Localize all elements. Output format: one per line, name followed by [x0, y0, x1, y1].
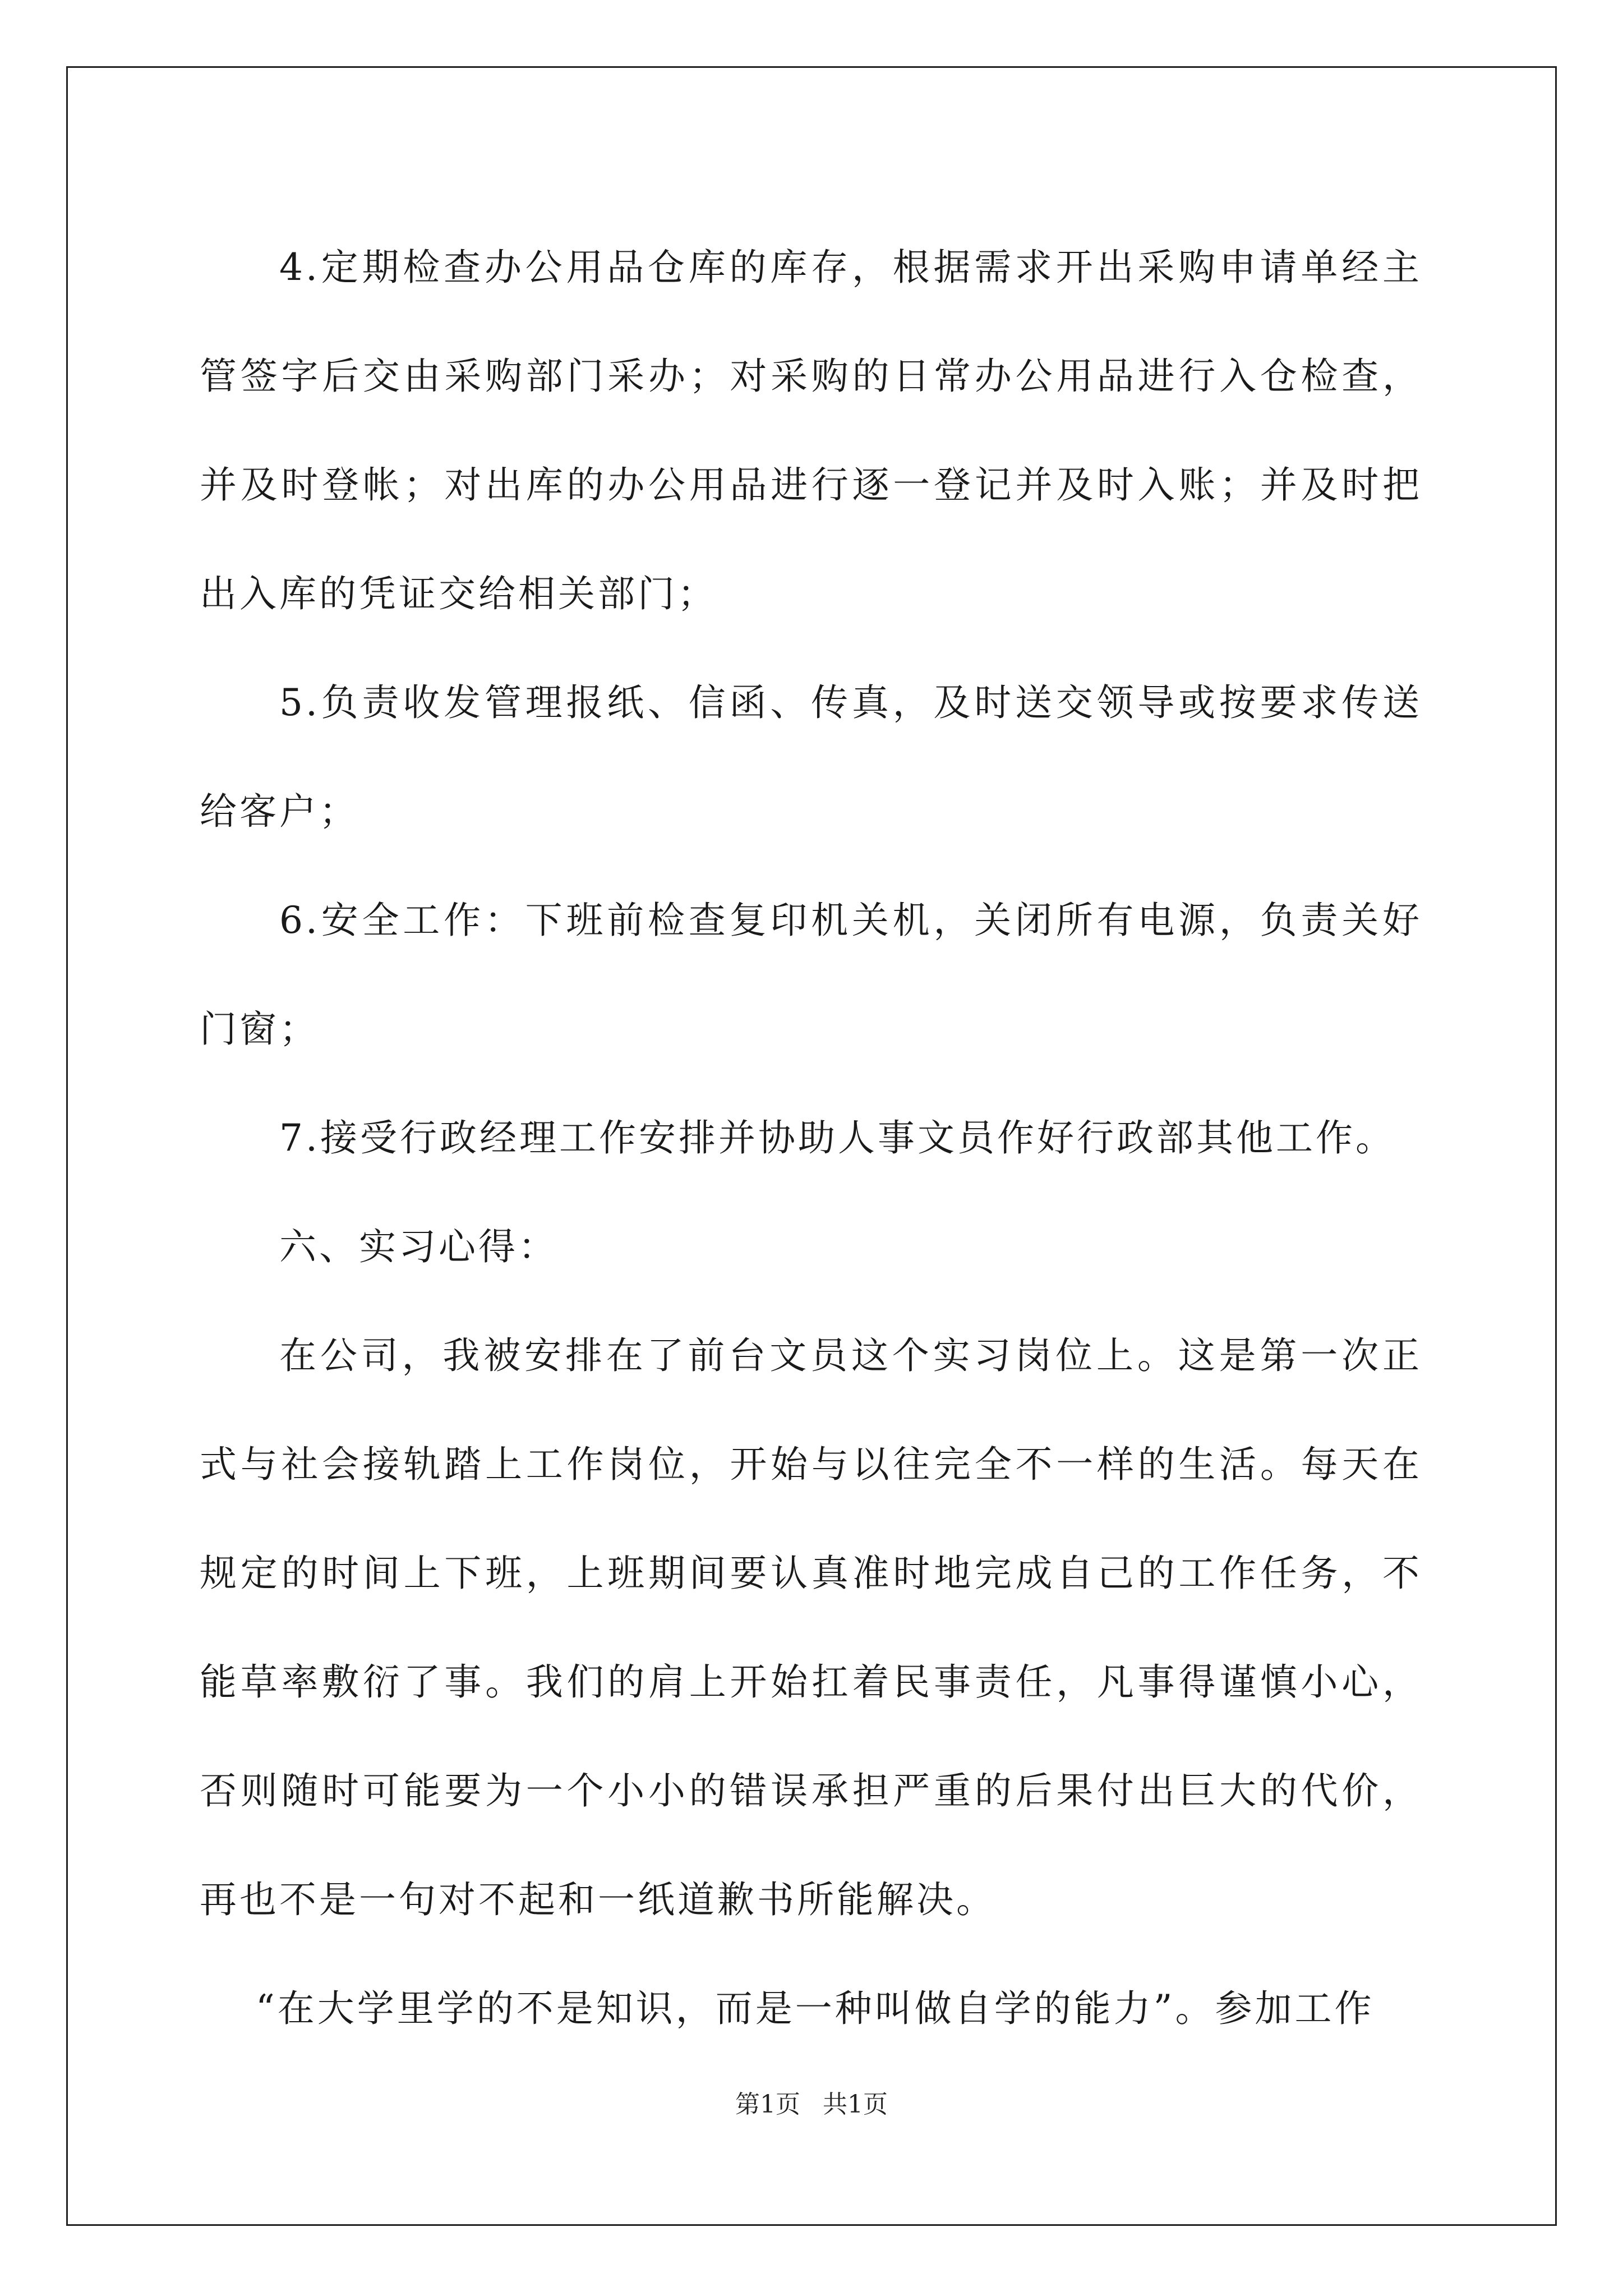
- page-total: 共1页: [823, 2090, 888, 2119]
- document-body: [200, 213, 1422, 2063]
- page-number: 第1页: [735, 2090, 800, 2119]
- section-heading-internship-reflection: 六、实习心得：: [279, 1225, 558, 1268]
- page-footer: [0, 2088, 1623, 2122]
- paragraph-reflection: 在公司，我被安排在了前台文员这个实习岗位上。这是第一次正式与社会接轨踏上工作岗位，开始与以往完全不一样的生活。每天在规定的时间上下班，上班期间要认真准时地完成自己的工作任务，不能草率敷衍了事。我们的肩上开始扛着民事责任，凡事得谨慎小心，否则随时可能要为一个小小的错误承担严重的后果付出巨大的代价，再也不是一句对不起和一纸道歉书所能解决。: [200, 1334, 1422, 1921]
- paragraph-item-7: 7.接受行政经理工作安排并协助人事文员作好行政部其他工作。: [279, 1116, 1395, 1159]
- paragraph-quote: “在大学里学的不是知识，而是一种叫做自学的能力”。参加工作: [256, 1987, 1375, 2030]
- paragraph-item-6: 6.安全工作：下班前检查复印机关机，关闭所有电源，负责关好门窗；: [200, 899, 1422, 1051]
- paragraph-item-4: 4.定期检查办公用品仓库的库存，根据需求开出采购申请单经主管签字后交由采购部门采办；对采购的日常办公用品进行入仓检查，并及时登帐；对出库的办公用品进行逐一登记并及时入账；并及时把出入库的凭证交给相关部门；: [200, 246, 1422, 615]
- paragraph-item-5: 5.负责收发管理报纸、信函、传真，及时送交领导或按要求传送给客户；: [200, 681, 1422, 833]
